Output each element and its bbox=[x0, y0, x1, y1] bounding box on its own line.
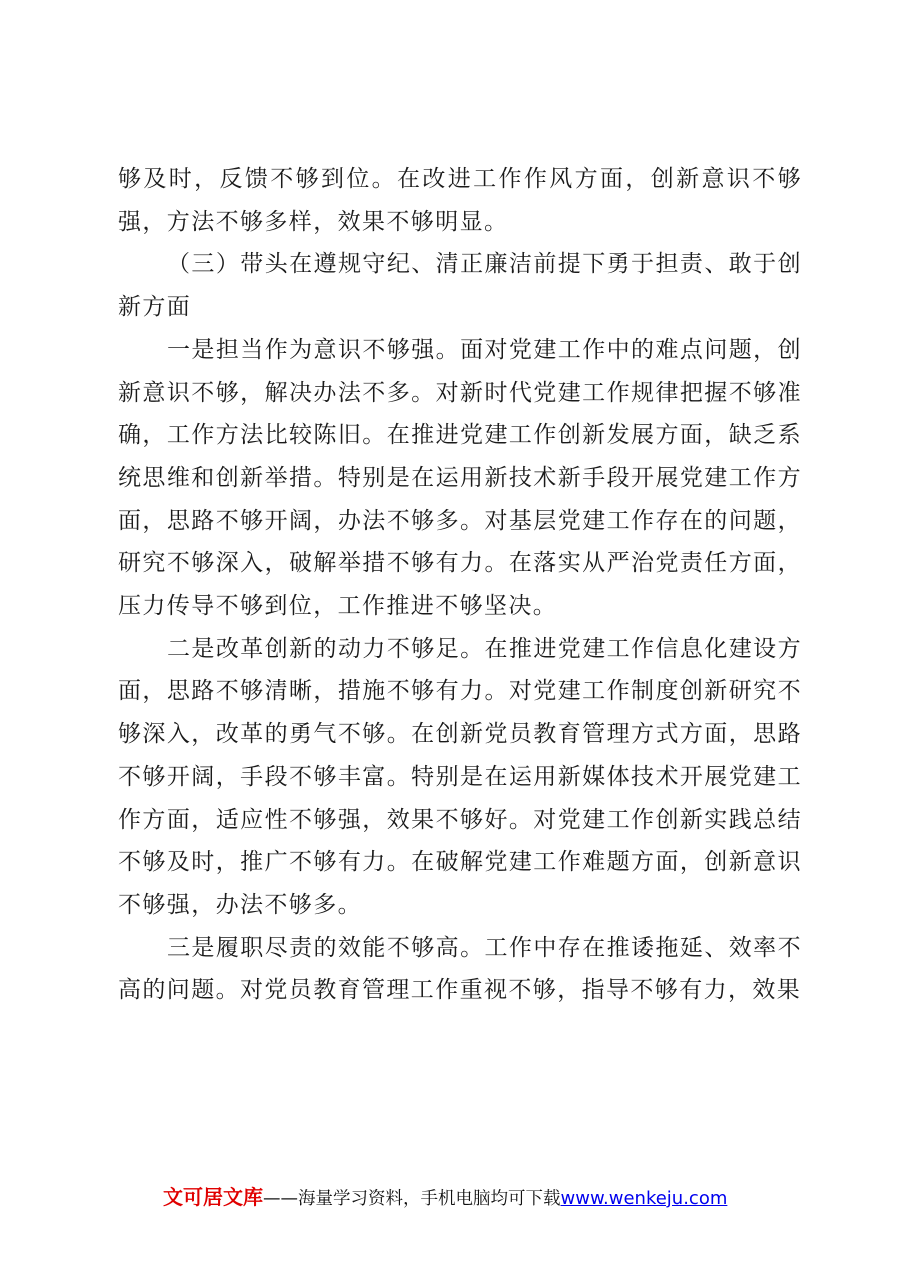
footer-website-link[interactable]: www.wenkeju.com bbox=[560, 1188, 728, 1209]
footer-brand: 文可居文库 bbox=[163, 1185, 263, 1209]
paragraph-point-three: 三是履职尽责的效能不够高。工作中存在推诿拖延、效率不高的问题。对党员教育管理工作重视不够，指导不够有力，效果 bbox=[118, 934, 802, 1004]
paragraph-point-one: 一是担当作为意识不够强。面对党建工作中的难点问题，创新意识不够，解决办法不多。对新时代党建工作规律把握不够准确，工作方法比较陈旧。在推进党建工作创新发展方面，缺乏系统思维和创新举措。特别是在运用新技术新手段开展党建工作方面，思路不够开阔，办法不够多。对基层党建工作存在的问题，研究不够深入，破解举措不够有力。在落实从严治党责任方面，压力传导不够到位，工作推进不够坚决。 bbox=[118, 336, 802, 620]
paragraph-continuation: 够及时，反馈不够到位。在改进工作作风方面，创新意识不够强，方法不够多样，效果不够明显。 bbox=[118, 166, 802, 235]
paragraph-point-two: 二是改革创新的动力不够足。在推进党建工作信息化建设方面，思路不够清晰，措施不够有力。对党建工作制度创新研究不够深入，改革的勇气不够。在创新党员教育管理方式方面，思路不够开阔，手段不够丰富。特别是在运用新媒体技术开展党建工作方面，适应性不够强，效果不够好。对党建工作创新实践总结不够及时，推广不够有力。在破解党建工作难题方面，创新意识不够强，办法不够多。 bbox=[118, 635, 802, 918]
footer-banner bbox=[163, 1184, 803, 1210]
document-body bbox=[118, 158, 802, 1012]
section-heading: （三）带头在遵规守纪、清正廉洁前提下勇于担责、敢于创新方面 bbox=[118, 251, 802, 321]
footer-slogan: ——海量学习资料，手机电脑均可下载 bbox=[263, 1189, 561, 1209]
